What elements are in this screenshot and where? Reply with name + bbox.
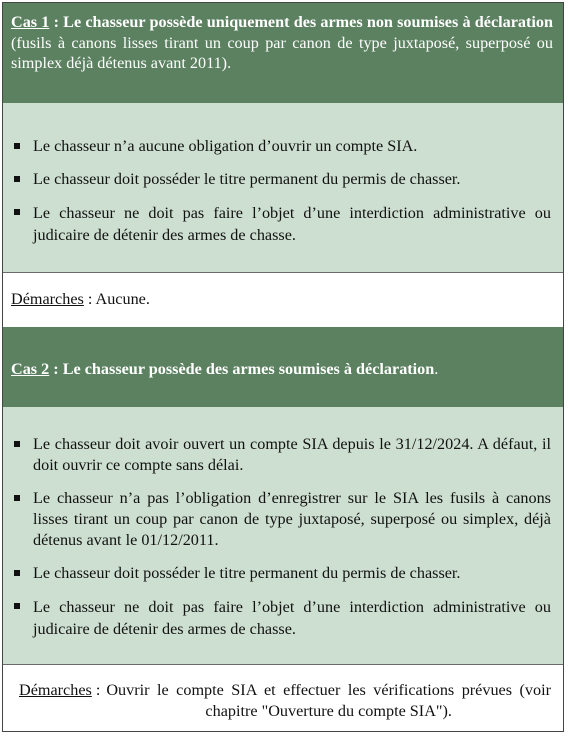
bullet-square-icon: [14, 441, 20, 447]
demarches-row: [19, 680, 551, 722]
case2-header: [3, 327, 563, 407]
list-item: Le chasseur doit posséder le titre permanent du permis de chasser.: [3, 563, 551, 584]
demarches-label-cell: Démarches :: [19, 681, 101, 699]
list-item: Le chasseur ne doit pas faire l’objet d’une interdiction administrative ou judicaire de détenir des armes de chasse.: [3, 596, 551, 640]
case1-title-bold: Le chasseur possède uniquement des armes non soumises à déclaration: [63, 13, 553, 31]
bullet-square-icon: [14, 209, 20, 215]
case2-title-bold: Le chasseur possède des armes soumises à déclaration: [62, 360, 435, 378]
case1-bullet-list: [3, 136, 551, 246]
demarches-label: Démarches: [19, 681, 92, 699]
info-table: [2, 2, 564, 732]
bullet-square-icon: [14, 495, 20, 501]
case2-bullet-list: [3, 434, 551, 640]
bullet-square-icon: [14, 603, 20, 609]
list-item: Le chasseur doit avoir ouvert un compte SIA depuis le 31/12/2024. A défaut, il doit ouvrir ce compte sans délai.: [3, 434, 551, 476]
case1-header: [3, 3, 563, 103]
case1-label: Cas 1: [11, 13, 50, 31]
case1-title: Cas 1 : Le chasseur possède uniquement des armes non soumises à déclaration (fusils à canons lisses tirant un coup par canon de type juxtaposé, superposé ou simplex déjà détenus avant 2011).: [11, 13, 553, 72]
case2-title: Cas 2 : Le chasseur possède des armes soumises à déclaration.: [11, 360, 439, 378]
case2-title-rest: .: [434, 360, 439, 378]
case1-title-rest: (fusils à canons lisses tirant un coup par canon de type juxtaposé, superposé ou simplex déjà détenus avant 2011).: [11, 33, 553, 72]
demarches-label: Démarches: [11, 290, 84, 308]
list-item: Le chasseur n’a aucune obligation d’ouvrir un compte SIA.: [3, 136, 551, 157]
demarches-text: Ouvrir le compte SIA et effectuer les vérifications prévues (voir chapitre "Ouverture du compte SIA").: [106, 681, 551, 720]
list-item: Le chasseur ne doit pas faire l’objet d’une interdiction administrative ou judicaire de détenir des armes de chasse.: [3, 202, 551, 246]
bullet-square-icon: [14, 176, 20, 182]
demarches-text: Aucune.: [95, 290, 150, 308]
case2-label: Cas 2: [11, 360, 50, 378]
bullet-square-icon: [14, 570, 20, 576]
case1-body: [3, 103, 563, 272]
case2-body: [3, 407, 563, 664]
bullet-square-icon: [14, 143, 20, 149]
list-item: Le chasseur doit posséder le titre permanent du permis de chasser.: [3, 169, 551, 190]
case2-demarches: [3, 665, 563, 731]
list-item: Le chasseur n’a pas l’obligation d’enregistrer sur le SIA les fusils à canons lisses tirant un coup par canon de type juxtaposé, superposé ou simplex, déjà détenus avant le 01/12/2011.: [3, 488, 551, 551]
case1-demarches: Démarches : Aucune.: [3, 273, 563, 327]
